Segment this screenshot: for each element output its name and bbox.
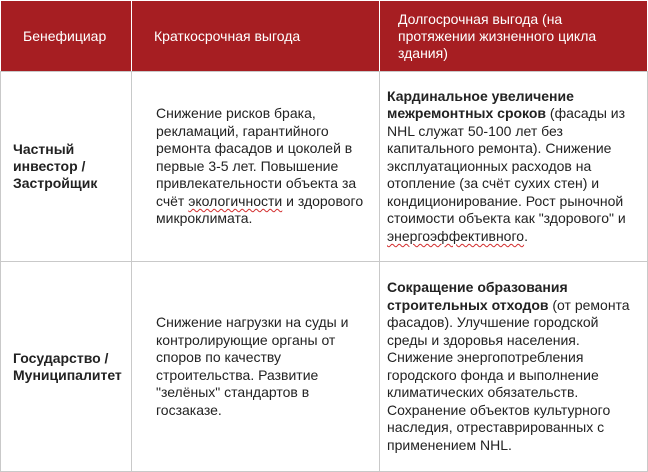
spellcheck-flagged-word[interactable]: экологичности	[188, 192, 283, 209]
long-term-cell	[380, 72, 648, 262]
cell-text: (от ремонта фасадов). Улучшение городской среды и здоровья населения. Снижение энергопотребления городского фонда и выполнение климатических обязательств. Сохранение объектов культурного наследия, отреставрированных с применением NHL.	[387, 296, 630, 453]
long-term-highlight: Кардинальное увеличение межремонтных сроков	[387, 87, 574, 122]
table-row	[1, 72, 648, 262]
short-term-cell	[132, 72, 380, 262]
long-term-highlight: Сокращение образования строительных отходов	[387, 279, 568, 313]
cell-text: .	[524, 227, 528, 244]
header-row	[1, 1, 648, 72]
table-header	[1, 1, 648, 72]
header-short-term-benefit: Краткосрочная выгода	[132, 1, 380, 72]
header-long-term-benefit: Долгосрочная выгода (на протяжении жизненного цикла здания)	[380, 1, 648, 72]
short-term-cell	[132, 262, 380, 472]
spellcheck-flagged-word[interactable]: энергоэффективного	[387, 227, 525, 244]
beneficiary-cell: Государство / Муниципалитет	[1, 262, 132, 472]
long-term-cell	[380, 262, 648, 472]
cell-text: Снижение нагрузки на суды и контролирующие органы от споров по качеству строительства. Развитие "зелёных" стандартов в госзаказе.	[156, 314, 349, 418]
table-body	[1, 72, 648, 472]
table-row	[1, 262, 648, 472]
beneficiary-cell: Частный инвестор / Застройщик	[1, 72, 132, 262]
cell-text: Снижение рисков брака, рекламаций, гарантийного ремонта фасадов и цоколей в первые 3-5 лет. Повышение привлекательности объекта за счёт	[156, 105, 357, 209]
cell-text: и здорового микроклимата.	[156, 192, 364, 227]
header-beneficiary: Бенефициар	[1, 1, 132, 72]
cell-text: (фасады из NHL служат 50-100 лет без капитального ремонта). Снижение эксплуатационных расходов на отопление (за счёт сухих стен) и кондиционирование. Рост рыночной стоимости объекта как "здорового" и	[387, 105, 626, 227]
